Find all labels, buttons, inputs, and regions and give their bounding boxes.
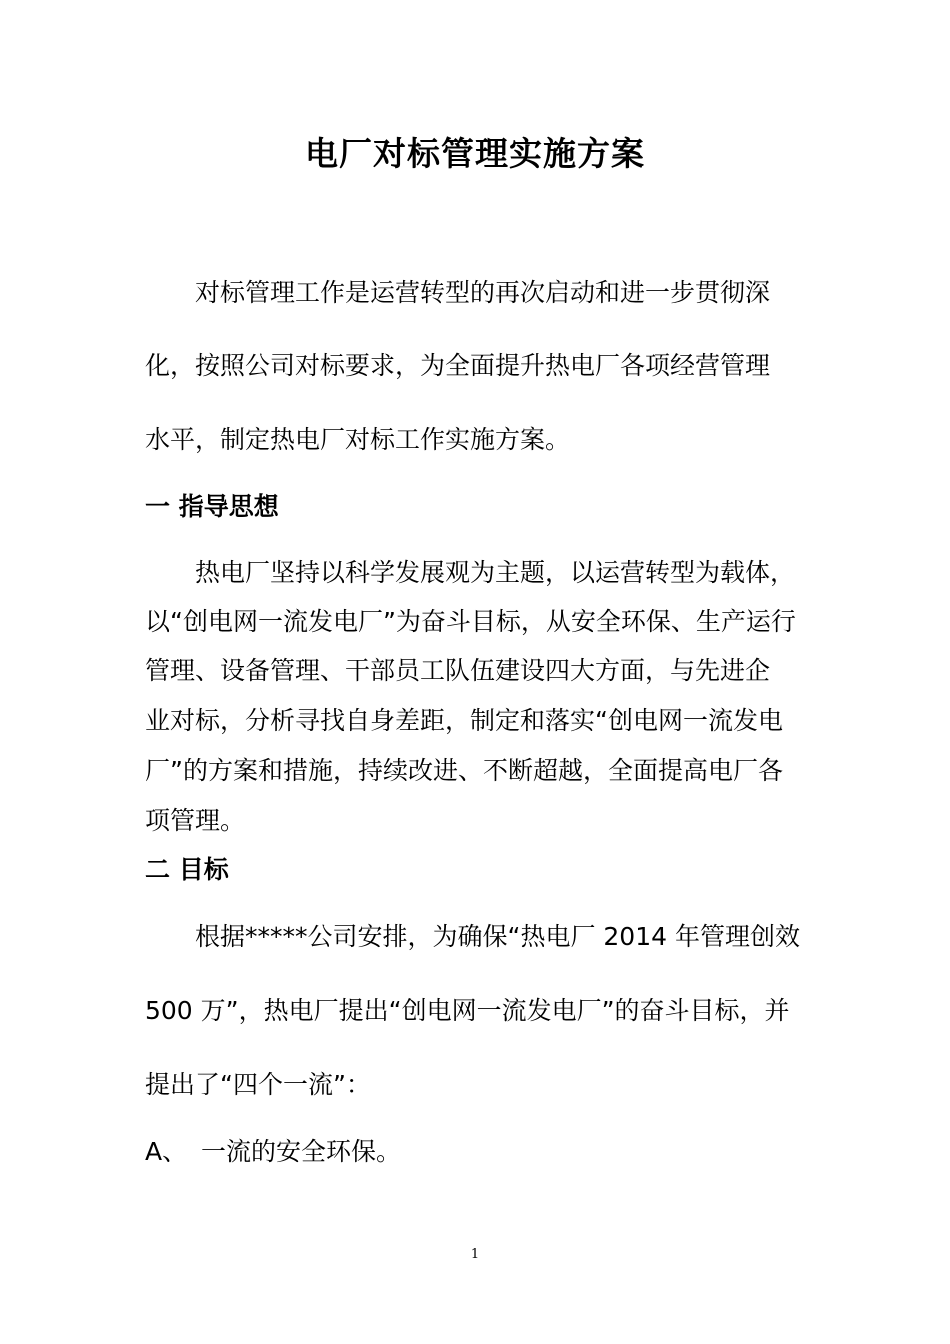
section1-line-2: 以“创电网一流发电厂”为奋斗目标，从安全环保、生产运行 bbox=[145, 607, 796, 636]
list-item-text: 一流的安全环保。 bbox=[201, 1137, 402, 1166]
list-marker: A、 bbox=[145, 1137, 188, 1166]
section-heading-guiding-thought: 一 指导思想 bbox=[145, 492, 279, 521]
section1-line-4: 业对标，分析寻找自身差距，制定和落实“创电网一流发电 bbox=[145, 706, 783, 735]
section2-line-3: 提出了“四个一流”： bbox=[145, 1070, 371, 1099]
section1-line-6: 项管理。 bbox=[145, 806, 246, 835]
intro-line-2: 化，按照公司对标要求，为全面提升热电厂各项经营管理 bbox=[145, 351, 771, 380]
section1-line-3: 管理、设备管理、干部员工队伍建设四大方面，与先进企 bbox=[145, 656, 771, 685]
section2-line-2: 500 万”，热电厂提出“创电网一流发电厂”的奋斗目标，并 bbox=[145, 996, 790, 1025]
intro-line-1: 对标管理工作是运营转型的再次启动和进一步贯彻深 bbox=[195, 278, 771, 307]
intro-line-3: 水平，制定热电厂对标工作实施方案。 bbox=[145, 425, 571, 454]
section1-line-5: 厂”的方案和措施，持续改进、不断超越，全面提高电厂各 bbox=[145, 756, 783, 785]
section1-line-1: 热电厂坚持以科学发展观为主题，以运营转型为载体， bbox=[195, 558, 796, 587]
page-number: 1 bbox=[470, 1247, 480, 1262]
section2-line-1: 根据*****公司安排，为确保“热电厂 2014 年管理创效 bbox=[195, 922, 800, 951]
document-title: 电厂对标管理实施方案 bbox=[305, 134, 645, 173]
section-heading-goals: 二 目标 bbox=[145, 855, 229, 884]
list-item-a bbox=[145, 1135, 401, 1169]
